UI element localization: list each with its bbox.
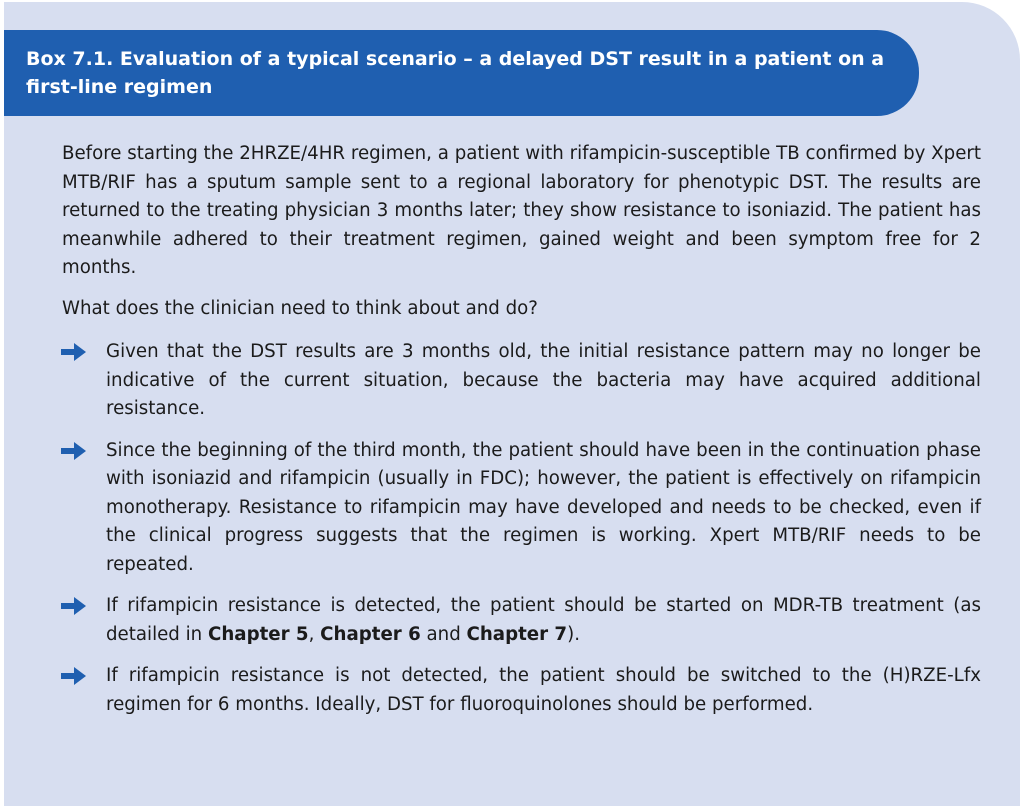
chapter-6-ref: Chapter 6	[320, 623, 421, 645]
box-content	[62, 140, 981, 732]
bullet-text: If rifampicin resistance is not detected, the patient should be switched to the (H)RZE-Lfx regimen for 6 months. Ideally, DST for fluoroquinolones should be performed.	[106, 665, 981, 715]
ref-separator: ,	[308, 623, 321, 645]
box-header	[4, 30, 919, 116]
bullet-text	[106, 592, 981, 649]
bullet-text: Given that the DST results are 3 months old, the initial resistance pattern may no longer be indicative of the current situation, because the bacteria may have acquired additional resistance.	[106, 341, 981, 419]
bullet-text: Since the beginning of the third month, the patient should have been in the continuation phase with isoniazid and rifampicin (usually in FDC); however, the patient is effectively on rifampicin monotherapy. Resistance to rifampicin may have developed and needs to be checked, even if the clinical progress suggests that the regimen is working. Xpert MTB/RIF needs to be repeated.	[106, 439, 981, 575]
arrow-right-icon	[60, 594, 88, 618]
question-paragraph: What does the clinician need to think about and do?	[62, 297, 538, 319]
bullet-item-3	[62, 592, 981, 649]
arrow-right-icon	[60, 340, 88, 364]
arrow-right-icon	[60, 439, 88, 463]
bullet-item-1	[62, 338, 981, 424]
ref-separator: and	[420, 623, 467, 645]
bullet-item-2	[62, 437, 981, 580]
intro-paragraph: Before starting the 2HRZE/4HR regimen, a patient with rifampicin-susceptible TB confirmed by Xpert MTB/RIF has a sputum sample sent to a regional laboratory for phenotypic DST. The results are returned to the treating physician 3 months later; they show resistance to isoniazid. The patient has meanwhile adhered to their treatment regimen, gained weight and been symptom free for 2 months.	[62, 143, 981, 278]
bullet-text-end: ).	[567, 623, 580, 645]
chapter-7-ref: Chapter 7	[466, 623, 568, 645]
chapter-5-ref: Chapter 5	[208, 623, 309, 645]
arrow-right-icon	[60, 664, 88, 688]
box-title: Box 7.1. Evaluation of a typical scenario – a delayed DST result in a patient on a first-line regimen	[26, 48, 885, 98]
bullet-text-start: If rifampicin resistance is detected, the patient should be started on MDR-TB treatment (as detailed in	[106, 595, 981, 645]
bullet-item-4	[62, 662, 981, 719]
